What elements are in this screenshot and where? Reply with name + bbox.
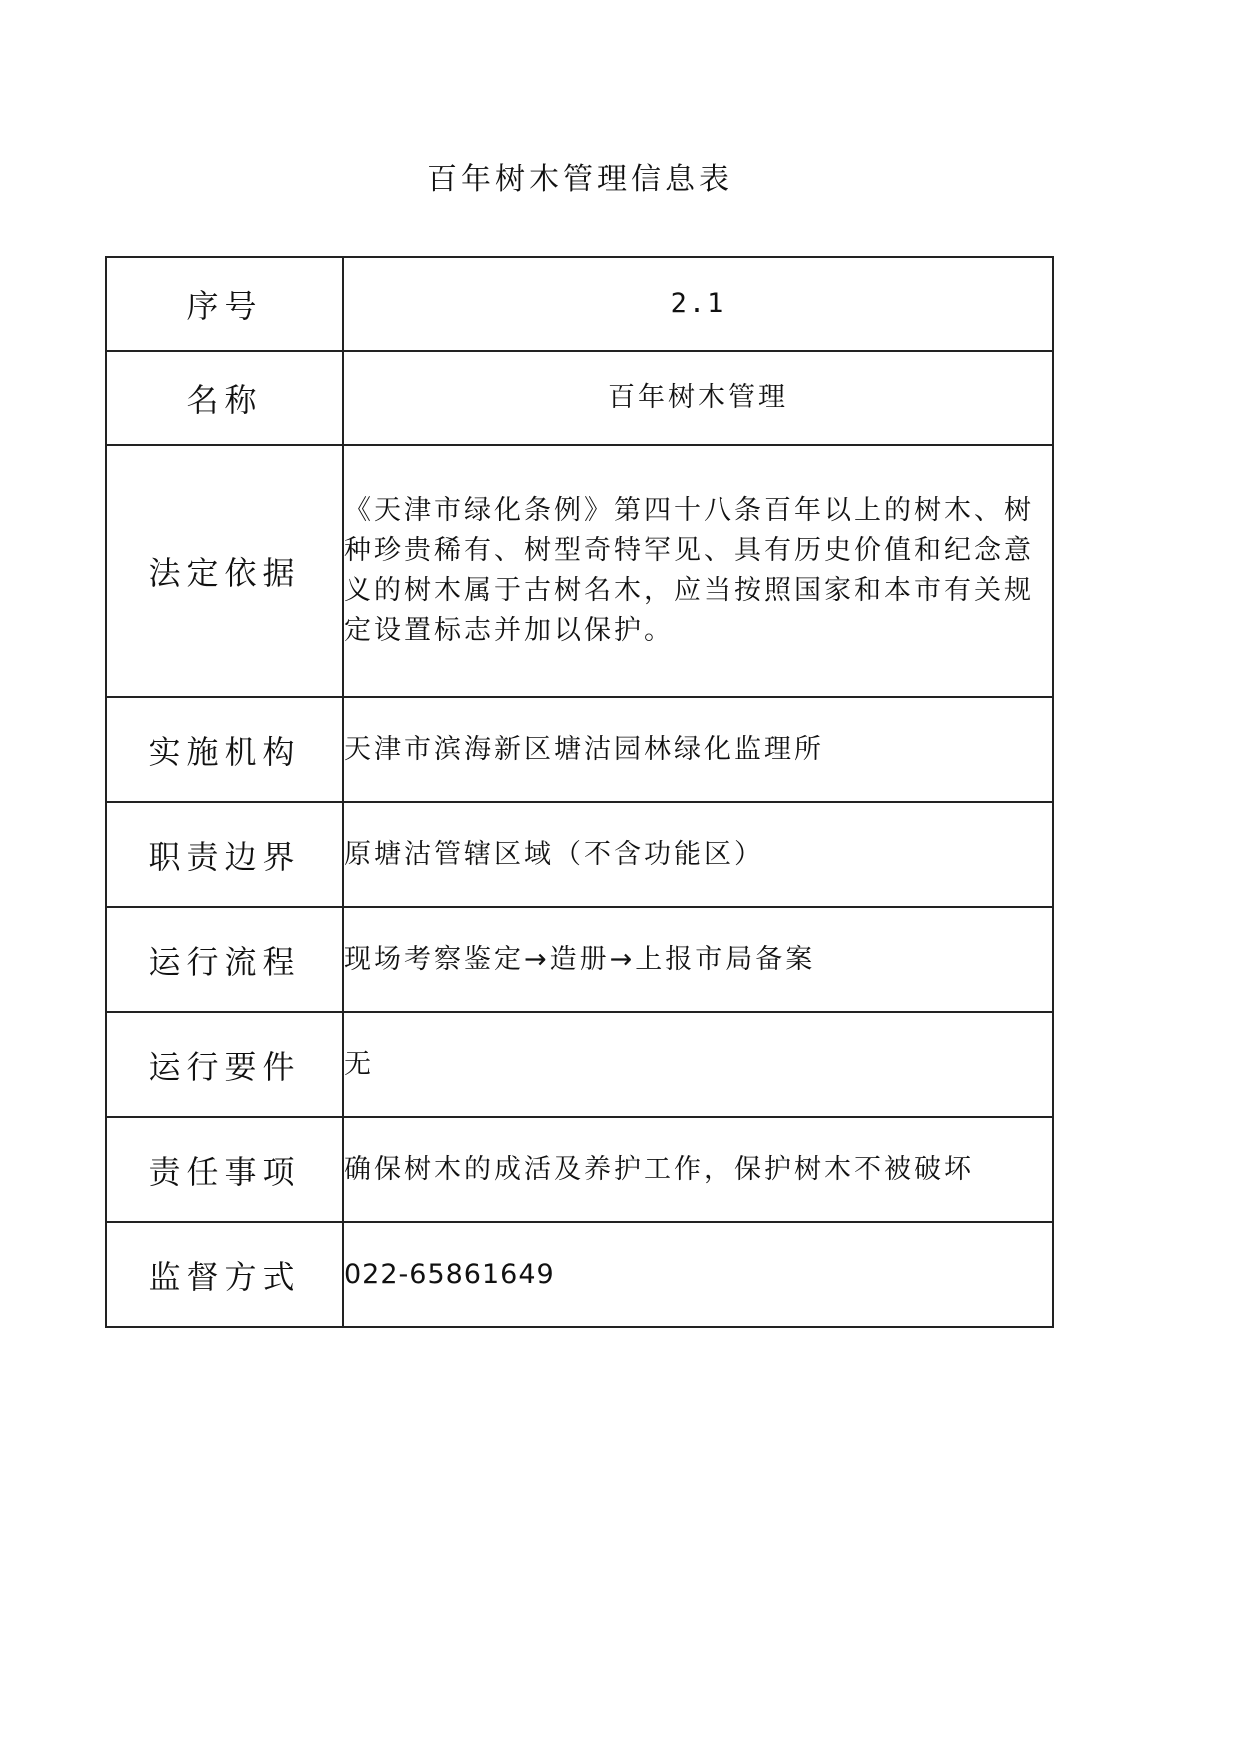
table-row-serial [106, 257, 1053, 351]
legal-basis-label: 法定依据 [106, 445, 343, 697]
table-row-name [106, 351, 1053, 445]
document-title: 百年树木管理信息表 [427, 162, 733, 197]
table-row-legal-basis [106, 445, 1053, 697]
table-row-requirements [106, 1012, 1053, 1117]
serial-label: 序号 [106, 257, 343, 351]
responsibilities-label: 责任事项 [106, 1117, 343, 1222]
table-row-boundary [106, 802, 1053, 907]
serial-value [343, 257, 1053, 351]
legal-basis-value: 《天津市绿化条例》第四十八条百年以上的树木、树种珍贵稀有、树型奇特罕见、具有历史价值和纪念意义的树木属于古树名木，应当按照国家和本市有关规定设置标志并加以保护。 [343, 445, 1053, 697]
boundary-value: 原塘沽管辖区域（不含功能区） [343, 802, 1053, 907]
boundary-label: 职责边界 [106, 802, 343, 907]
serial-value-text: 2.1 [670, 288, 726, 319]
table-row-supervision [106, 1222, 1053, 1327]
agency-value: 天津市滨海新区塘沽园林绿化监理所 [343, 697, 1053, 802]
agency-label: 实施机构 [106, 697, 343, 802]
supervision-value [343, 1222, 1053, 1327]
responsibilities-value: 确保树木的成活及养护工作，保护树木不被破坏 [343, 1117, 1053, 1222]
process-value: 现场考察鉴定→造册→上报市局备案 [343, 907, 1053, 1012]
requirements-label: 运行要件 [106, 1012, 343, 1117]
table-row-process [106, 907, 1053, 1012]
table-row-responsibilities [106, 1117, 1053, 1222]
name-label: 名称 [106, 351, 343, 445]
info-table [105, 256, 1054, 1328]
requirements-value: 无 [343, 1012, 1053, 1117]
table-row-agency [106, 697, 1053, 802]
supervision-phone: 022-65861649 [344, 1258, 555, 1290]
supervision-label: 监督方式 [106, 1222, 343, 1327]
name-value: 百年树木管理 [343, 351, 1053, 445]
process-label: 运行流程 [106, 907, 343, 1012]
